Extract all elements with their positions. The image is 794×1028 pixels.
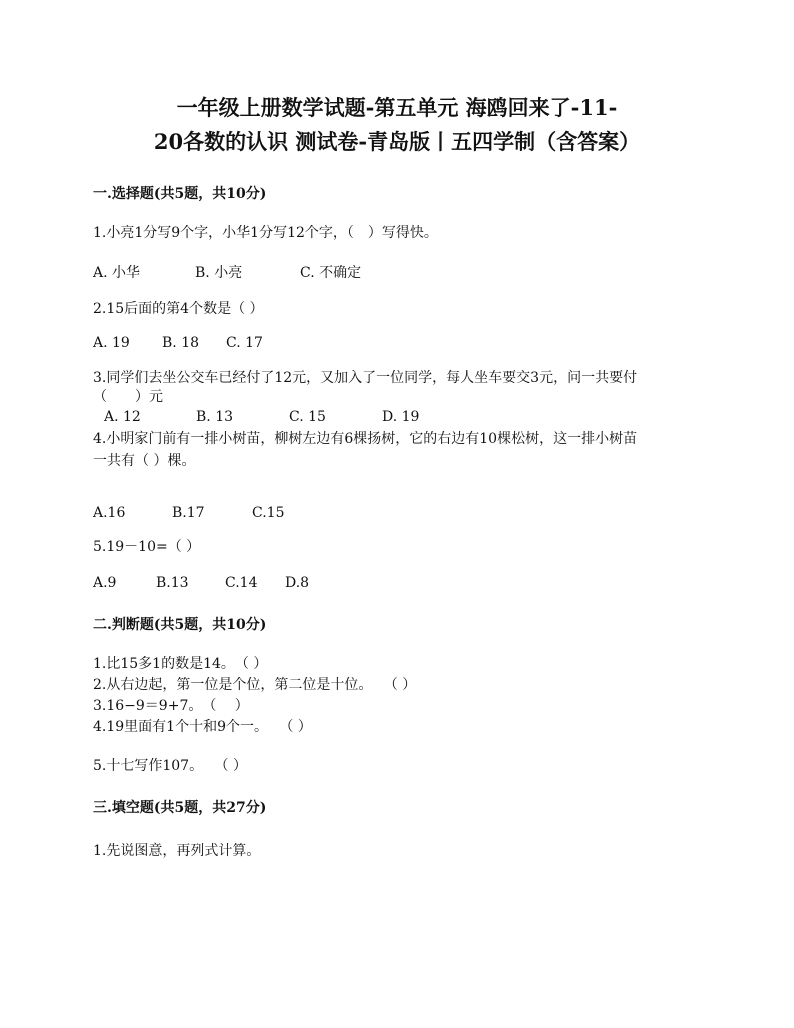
q4-option-b: B.17 — [172, 505, 205, 521]
judge-item-3: 3.16−9＝9+7。 （ ） — [93, 698, 249, 714]
question-3-text-line-2: （ ）元 — [93, 389, 163, 405]
q2-option-b: B. 18 — [162, 335, 200, 351]
q4-option-a: A.16 — [93, 505, 126, 521]
q1-option-b: B. 小亮 — [195, 265, 243, 281]
section-heading-fill-in: 三.填空题(共5题，共27分) — [93, 800, 267, 816]
question-2-text: 2.15后面的第4个数是（ ） — [93, 301, 264, 317]
section-heading-choice: 一.选择题(共5题，共10分) — [93, 186, 267, 202]
judge-item-1: 1.比15多1的数是14。 （ ） — [93, 656, 268, 672]
section-heading-true-false: 二.判断题(共5题，共10分) — [93, 617, 267, 633]
question-5-text: 5.19－10=（ ） — [93, 539, 201, 555]
q5-option-b: B.13 — [156, 575, 189, 591]
page-title-line-1: 一年级上册数学试题-第五单元 海鸥回来了-11- — [176, 95, 618, 120]
q3-option-d: D. 19 — [382, 409, 420, 425]
question-3-text-line-1: 3.同学们去坐公交车已经付了12元，又加入了一位同学，每人坐车要交3元，问一共要付 — [93, 370, 638, 386]
q3-option-b: B. 13 — [196, 409, 234, 425]
judge-item-5: 5.十七写作107。 （ ） — [93, 758, 247, 774]
question-1-text: 1.小亮1分写9个字，小华1分写12个字，（ ）写得快。 — [93, 225, 438, 241]
page-title-line-2: 20各数的认识 测试卷-青岛版丨五四学制（含答案） — [153, 129, 641, 154]
q1-option-c: C. 不确定 — [300, 265, 362, 281]
q5-option-a: A.9 — [93, 575, 117, 591]
judge-item-4: 4.19里面有1个十和9个一。 （ ） — [93, 719, 312, 735]
q5-option-c: C.14 — [225, 575, 258, 591]
q3-option-a: A. 12 — [104, 409, 141, 425]
q4-option-c: C.15 — [252, 505, 285, 521]
q2-option-a: A. 19 — [93, 335, 130, 351]
fill-item-1: 1.先说图意，再列式计算。 — [93, 843, 261, 859]
q1-option-a: A. 小华 — [93, 265, 141, 281]
q3-option-c: C. 15 — [289, 409, 326, 425]
q5-option-d: D.8 — [285, 575, 310, 591]
judge-item-2: 2.从右边起，第一位是个位，第二位是十位。 （ ） — [93, 677, 417, 693]
question-4-text-line-1: 4.小明家门前有一排小树苗，柳树左边有6棵扬树，它的右边有10棵松树，这一排小树苗 — [93, 431, 638, 447]
q2-option-c: C. 17 — [226, 335, 263, 351]
question-4-text-line-2: 一共有（ ）棵。 — [93, 453, 196, 469]
